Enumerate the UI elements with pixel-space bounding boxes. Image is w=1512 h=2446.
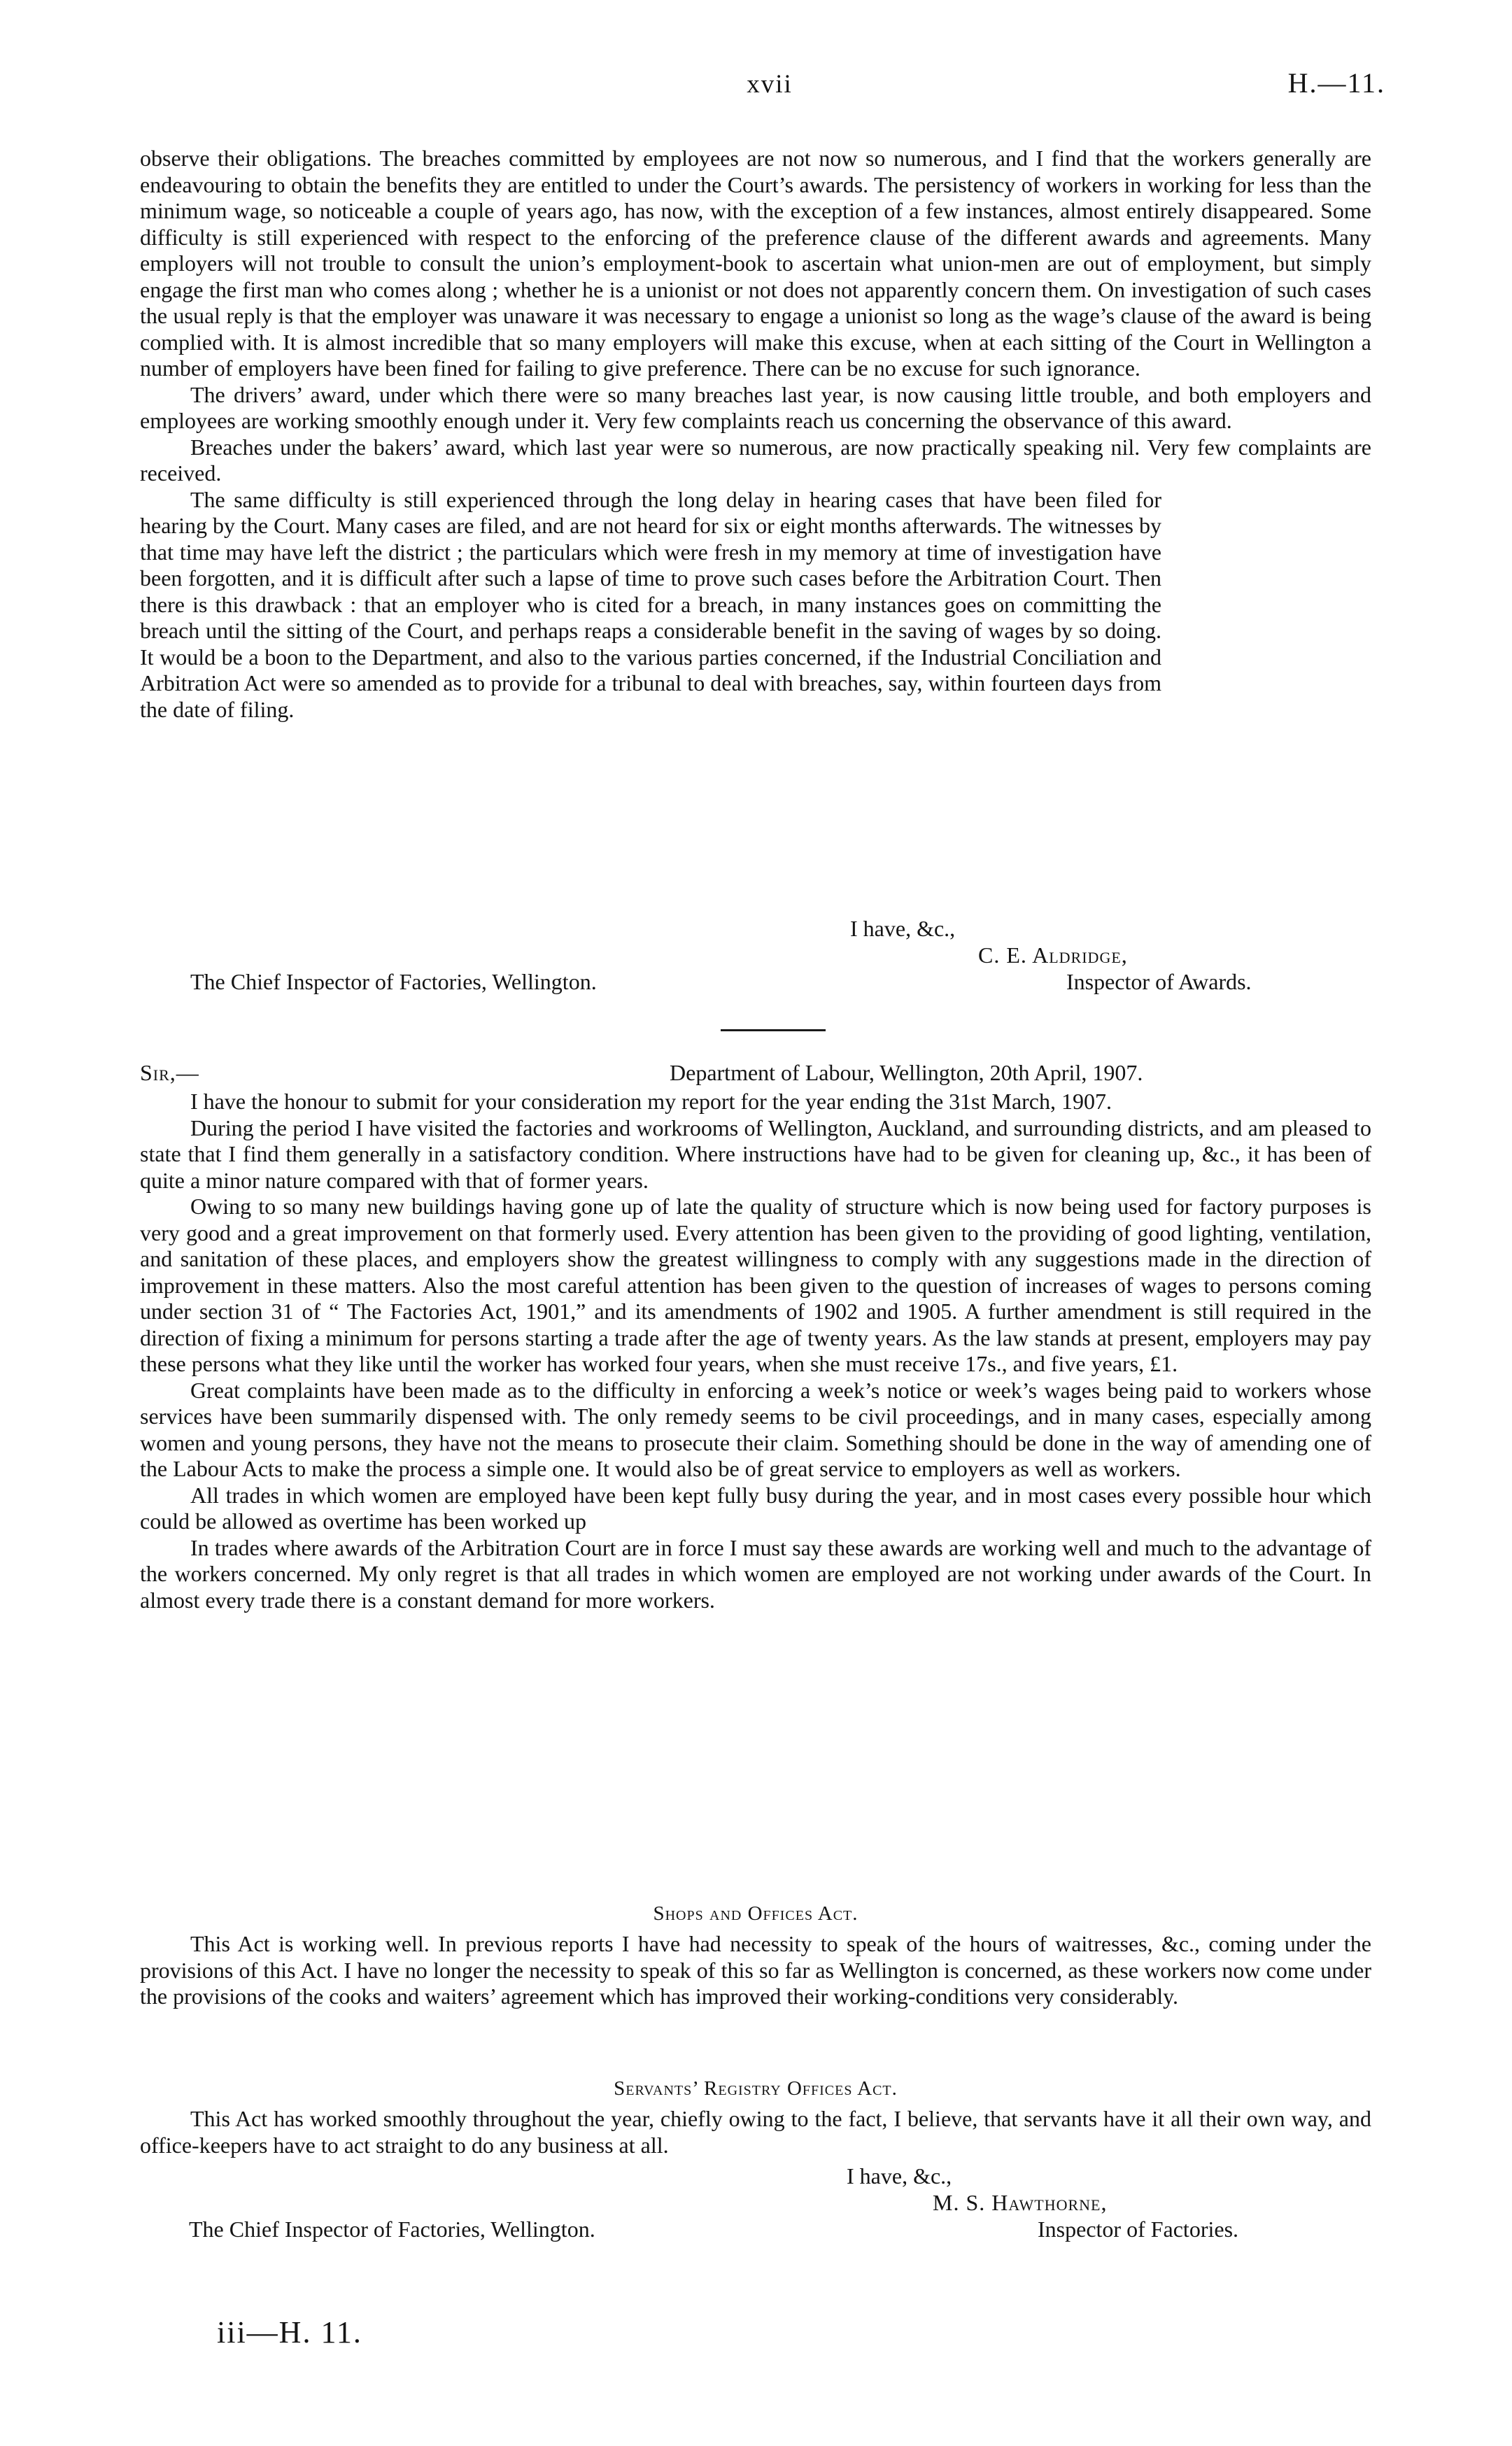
shops-section xyxy=(140,1931,1371,2010)
paragraph: In trades where awards of the Arbitration Court are in force I must say these awards are working well and much to the advantage of the workers concerned. My only regret is that all trades in which women are employed are not working under awards of the Court. In almost every trade there is a constant demand for more workers. xyxy=(140,1534,1371,1613)
closing-line: I have, &c., xyxy=(850,916,956,941)
report-reference: H.—11. xyxy=(1287,67,1385,99)
salutation: Sir,— xyxy=(140,1060,199,1085)
aldridge-report-body xyxy=(140,146,1371,723)
paragraph: I have the honour to submit for your consideration my report for the year ending the 31st March, 1907. xyxy=(190,1089,1112,1114)
section-divider xyxy=(721,1029,826,1031)
paragraph: All trades in which women are employed have been kept fully busy during the year, and in most cases every possible hour which could be allowed as overtime has been worked up xyxy=(140,1482,1371,1534)
signatory-title: Inspector of Awards. xyxy=(1066,969,1252,994)
section-heading-servants: Servants’ Registry Offices Act. xyxy=(614,2077,898,2100)
paragraph: observe their obligations. The breaches committed by employees are not now so numerous, and I find that the workers generally are endeavouring to obtain the benefits they are entitled to under the Court’s awards. The persistency of workers in working for less than the minimum wage, so noticeable a couple of years ago, has now, with the exception of a few instances, almost entirely disappeared. Some difficulty is still experienced with respect to the enforcing of the preference clause of the different awards and agreements. Many employers will not trouble to consult the union’s employment-book to ascertain what union-men are out of employment, but simply engage the first man who comes along ; whether he is a unionist or not does not apparently concern them. On investigation of such cases the usual reply is that the employer was unaware it was necessary to engage a unionist so long as the wage’s clause of the award is being complied with. It is almost incredible that so many employers will make this excuse, when at each sitting of the Court in Wellington a number of employers have been fined for failing to give preference. There can be no excuse for such ignorance. xyxy=(140,146,1371,381)
addressee: The Chief Inspector of Factories, Wellington. xyxy=(190,969,597,994)
paragraph: This Act has worked smoothly throughout the year, chiefly owing to the fact, I believe, that servants have it all their own way, and office-keepers have to act straight to do any business at all. xyxy=(140,2106,1371,2158)
paragraph: During the period I have visited the factories and workrooms of Wellington, Auckland, and surrounding districts, and am pleased to state that I find them generally in a satisfactory condition. Where instructions have had to be given for cleaning up, &c., it has been of quite a minor nature compared with that of former years. xyxy=(140,1115,1371,1193)
paragraph: Great complaints have been made as to the difficulty in enforcing a week’s notice or week’s wages being paid to workers whose services have been summarily dispensed with. The only remedy seems to be civil proceedings, and in many cases, especially among women and young persons, they have not the means to prosecute their claim. Something should be done in the way of amending one of the Labour Acts to make the process a simple one. It would also be of great service to employers as well as workers. xyxy=(140,1377,1371,1481)
paragraph: Owing to so many new buildings having gone up of late the quality of structure which is now being used for factory purposes is very good and a great improvement on that formerly used. Every attention has been given to the providing of good lighting, ventilation, and sanitation of these places, and employers show the greatest willingness to comply with any suggestions made in the direction of improvement in these matters. Also the most careful attention has been given to the question of increases of wages to persons coming under section 31 of “ The Factories Act, 1901,” and its amendments of 1902 and 1905. A further amendment is still required in the direction of fixing a minimum for persons starting a trade after the age of twenty years. As the law stands at present, employers may pay these persons what they like until the worker has worked four years, when she must receive 17s., and five years, £1. xyxy=(140,1194,1371,1376)
addressee: The Chief Inspector of Factories, Wellington. xyxy=(189,2217,595,2242)
signatory-title: Inspector of Factories. xyxy=(1038,2217,1239,2242)
letter-header xyxy=(140,1060,1371,1088)
paragraph: Breaches under the bakers’ award, which last year were so numerous, are now practically speaking nil. Very few complaints are received. xyxy=(140,434,1371,486)
paragraph: The same difficulty is still experienced through the long delay in hearing cases that have been filed for hearing by the Court. Many cases are filed, and are not heard for six or eight months afterwards. The witnesses by that time may have left the district ; the particulars which were fresh in my memory at time of investigation have been forgotten, and it is difficult after such a lapse of time to prove such cases before the Arbitration Court. Then there is this drawback : that an employer who is cited for a breach, in many instances goes on committing the breach until the sitting of the Court, and perhaps reaps a considerable benefit in the saving of wages by so doing. It would be a boon to the Department, and also to the various parties concerned, if the Industrial Conciliation and Arbitration Act were so amended as to provide for a tribunal to deal with breaches, say, within fourteen days from the date of filing. xyxy=(140,486,1161,722)
paragraph: This Act is working well. In previous reports I have had necessity to speak of the hours of waitresses, &c., coming under the provisions of this Act. I have no longer the necessity to speak of this so far as Wellington is concerned, as these workers now come under the provisions of the cooks and waiters’ agreement which has improved their working-conditions very considerably. xyxy=(140,1931,1371,2009)
signatory-name: M. S. Hawthorne, xyxy=(933,2190,1108,2215)
hawthorne-report-body xyxy=(140,1089,1371,1613)
signatory-name: C. E. Aldridge, xyxy=(978,942,1128,968)
section-heading-shops: Shops and Offices Act. xyxy=(653,1902,859,1925)
paragraph: The drivers’ award, under which there were so many breaches last year, is now causing little trouble, and both employers and employees are working smoothly enough under it. Very few complaints reach us concerning the observance of this award. xyxy=(140,381,1371,433)
page-number: xvii xyxy=(747,70,793,99)
closing-line: I have, &c., xyxy=(847,2163,952,2189)
servants-section xyxy=(140,2106,1371,2158)
signature-reference: iii—H. 11. xyxy=(217,2315,362,2349)
dateline: Department of Labour, Wellington, 20th April, 1907. xyxy=(670,1060,1143,1085)
